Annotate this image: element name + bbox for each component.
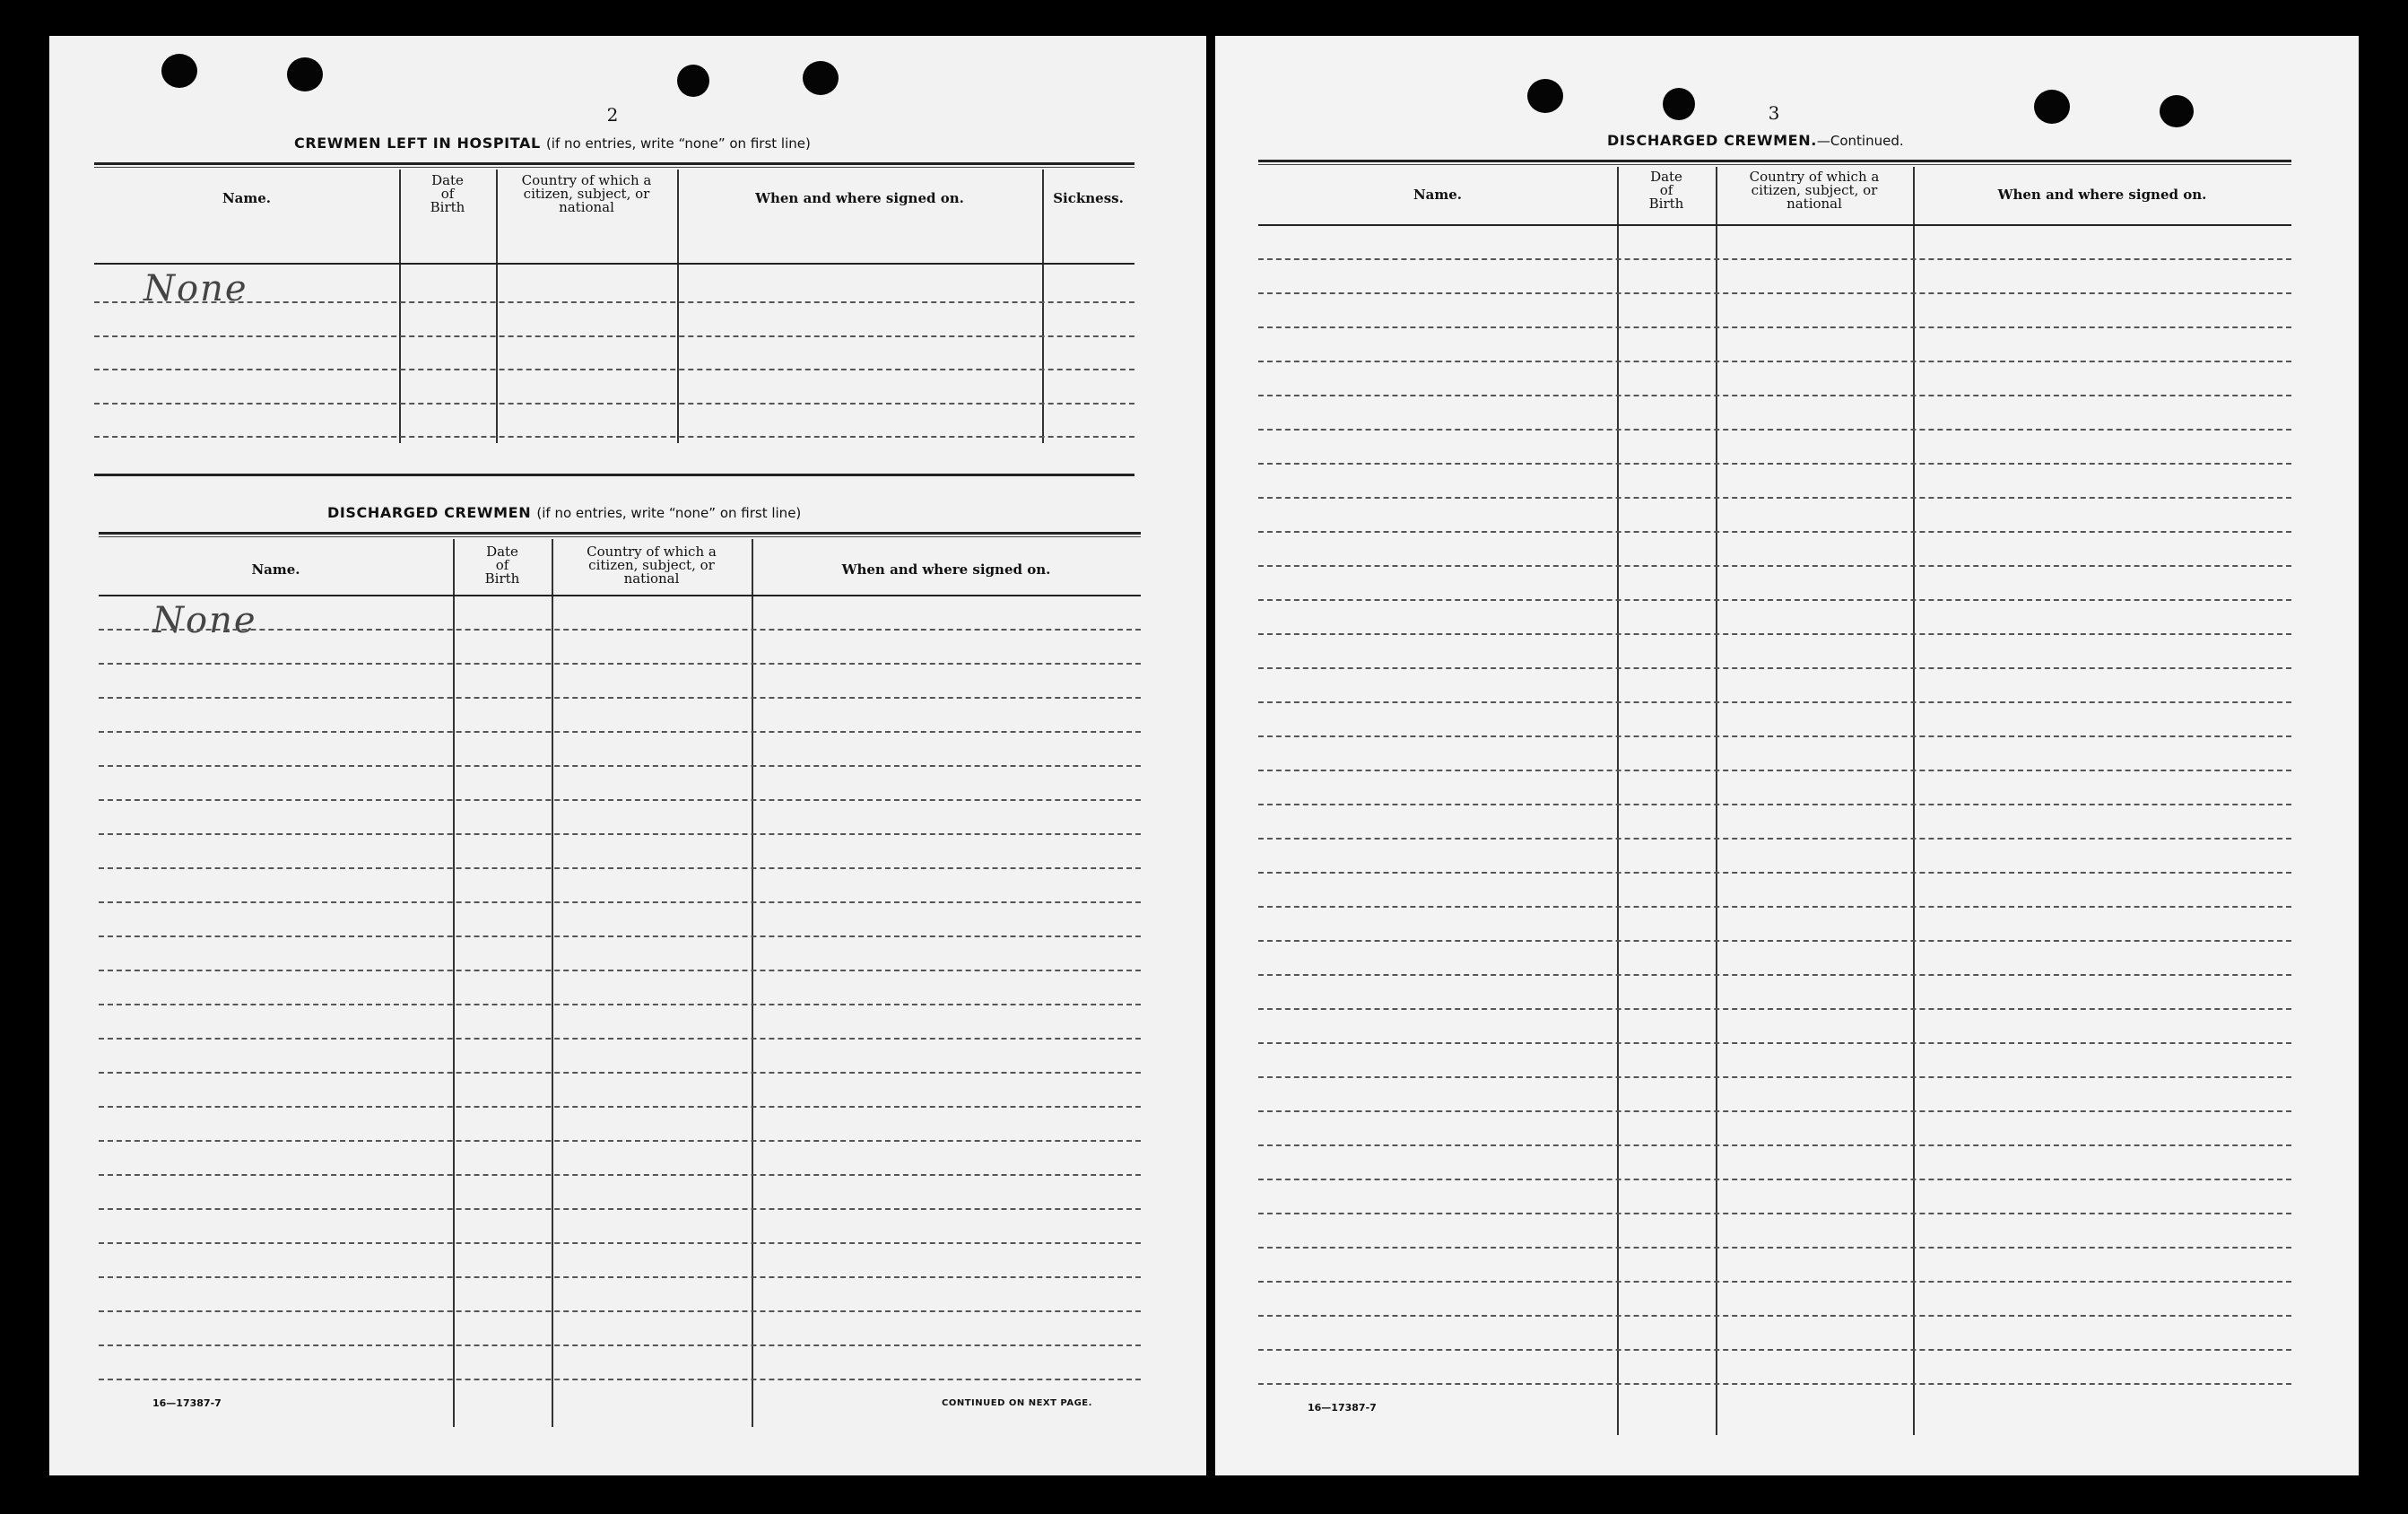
ledger-row xyxy=(99,799,1141,801)
punch-hole-icon xyxy=(2160,95,2194,127)
punch-hole-icon xyxy=(287,57,323,91)
punch-hole-icon xyxy=(161,54,197,88)
ledger-row xyxy=(1258,974,2291,976)
hospital-title-note: (if no entries, write “none” on first line) xyxy=(545,135,811,152)
ledger-row xyxy=(99,1344,1141,1346)
ledger-row xyxy=(1258,258,2291,260)
ledger-row xyxy=(99,629,1141,631)
ledger-row xyxy=(1258,1144,2291,1146)
col-signed: When and where signed on. xyxy=(1997,187,2207,203)
ledger-row xyxy=(99,1038,1141,1040)
form-code: 16—17387-7 xyxy=(1308,1402,1377,1414)
ledger-row xyxy=(1258,1042,2291,1044)
ledger-row xyxy=(1258,1179,2291,1180)
ledger-row xyxy=(94,436,1134,438)
ledger-row xyxy=(1258,395,2291,396)
page-number: 2 xyxy=(606,104,619,126)
ledger-row xyxy=(1258,1349,2291,1351)
handwritten-entry: None xyxy=(152,600,257,641)
discharged-continued-table xyxy=(1258,160,2291,1435)
col-name: Name. xyxy=(222,190,272,206)
discharged-title-text: DISCHARGED CREWMEN xyxy=(327,504,532,521)
ledger-row xyxy=(99,970,1141,971)
ledger-row xyxy=(99,935,1141,937)
discharged-title-note: (if no entries, write “none” on first line) xyxy=(536,505,802,521)
ledger-row xyxy=(99,1106,1141,1108)
discharged-section-title xyxy=(327,504,801,521)
ledger-row xyxy=(1258,531,2291,533)
col-name: Name. xyxy=(1413,187,1463,203)
ledger-row xyxy=(1258,804,2291,805)
ledger-row xyxy=(1258,292,2291,294)
ledger-row xyxy=(1258,1076,2291,1078)
ledger-row xyxy=(1258,872,2291,874)
col-sickness: Sickness. xyxy=(1053,190,1124,206)
right-title-suffix: —Continued. xyxy=(1816,133,1904,149)
ledger-row xyxy=(1258,565,2291,567)
punch-hole-icon xyxy=(2034,90,2070,124)
punch-hole-icon xyxy=(677,65,709,97)
ledger-row xyxy=(94,369,1134,370)
col-dob: Date of Birth xyxy=(1648,169,1684,212)
ledger-row xyxy=(1258,1281,2291,1283)
ledger-row xyxy=(99,1072,1141,1074)
ledger-row xyxy=(94,403,1134,405)
ledger-row xyxy=(1258,940,2291,942)
handwritten-entry: None xyxy=(143,268,248,309)
hospital-section-title xyxy=(294,135,811,152)
ledger-row xyxy=(1258,1110,2291,1112)
ledger-row xyxy=(94,335,1134,337)
ledger-row xyxy=(1258,770,2291,771)
ledger-row xyxy=(1258,906,2291,908)
discharged-table xyxy=(99,532,1141,1429)
col-country: Country of which a citizen, subject, or national xyxy=(1749,169,1880,212)
ledger-row xyxy=(99,1004,1141,1005)
ledger-row xyxy=(1258,1247,2291,1249)
ledger-row xyxy=(1258,1213,2291,1214)
ledger-row xyxy=(99,731,1141,733)
ledger-row xyxy=(1258,633,2291,635)
col-signed: When and where signed on. xyxy=(755,190,964,206)
ledger-row xyxy=(99,765,1141,767)
ledger-row xyxy=(99,833,1141,835)
left-page xyxy=(49,36,1206,1475)
page-number: 3 xyxy=(1768,102,1780,124)
ledger-row xyxy=(1258,429,2291,431)
ledger-row xyxy=(99,1310,1141,1312)
ledger-row xyxy=(1258,463,2291,465)
ledger-row xyxy=(99,1140,1141,1142)
ledger-row xyxy=(1258,599,2291,601)
hospital-table xyxy=(94,162,1134,481)
col-country: Country of which a citizen, subject, or national xyxy=(521,172,652,215)
ledger-row xyxy=(1258,838,2291,840)
ledger-row xyxy=(1258,326,2291,328)
col-dob: Date of Birth xyxy=(430,172,465,215)
ledger-row xyxy=(1258,1383,2291,1385)
ledger-row xyxy=(99,663,1141,665)
ledger-row xyxy=(94,301,1134,303)
right-section-title xyxy=(1607,132,1904,149)
ledger-row xyxy=(99,1208,1141,1210)
hospital-title-text: CREWMEN LEFT IN HOSPITAL xyxy=(294,135,541,152)
right-page xyxy=(1215,36,2359,1475)
ledger-row xyxy=(1258,497,2291,499)
ledger-row xyxy=(1258,1315,2291,1317)
ledger-row xyxy=(99,1276,1141,1278)
ledger-row xyxy=(1258,1008,2291,1010)
ledger-row xyxy=(1258,735,2291,737)
ledger-row xyxy=(1258,701,2291,703)
col-name: Name. xyxy=(251,561,300,578)
ledger-row xyxy=(99,901,1141,903)
ledger-row xyxy=(1258,361,2291,362)
right-title-text: DISCHARGED CREWMEN. xyxy=(1607,132,1817,149)
punch-hole-icon xyxy=(803,61,839,95)
col-country: Country of which a citizen, subject, or national xyxy=(587,544,717,587)
continued-note: CONTINUED ON NEXT PAGE. xyxy=(942,1398,1092,1408)
ledger-row xyxy=(99,1242,1141,1244)
form-code: 16—17387-7 xyxy=(152,1397,222,1409)
punch-hole-icon xyxy=(1663,88,1695,120)
ledger-row xyxy=(99,1379,1141,1380)
ledger-row xyxy=(99,1174,1141,1176)
col-signed: When and where signed on. xyxy=(841,561,1051,578)
col-dob: Date of Birth xyxy=(484,544,520,587)
ledger-row xyxy=(1258,667,2291,669)
ledger-row xyxy=(99,697,1141,699)
ledger-row xyxy=(99,867,1141,869)
punch-hole-icon xyxy=(1527,79,1563,113)
